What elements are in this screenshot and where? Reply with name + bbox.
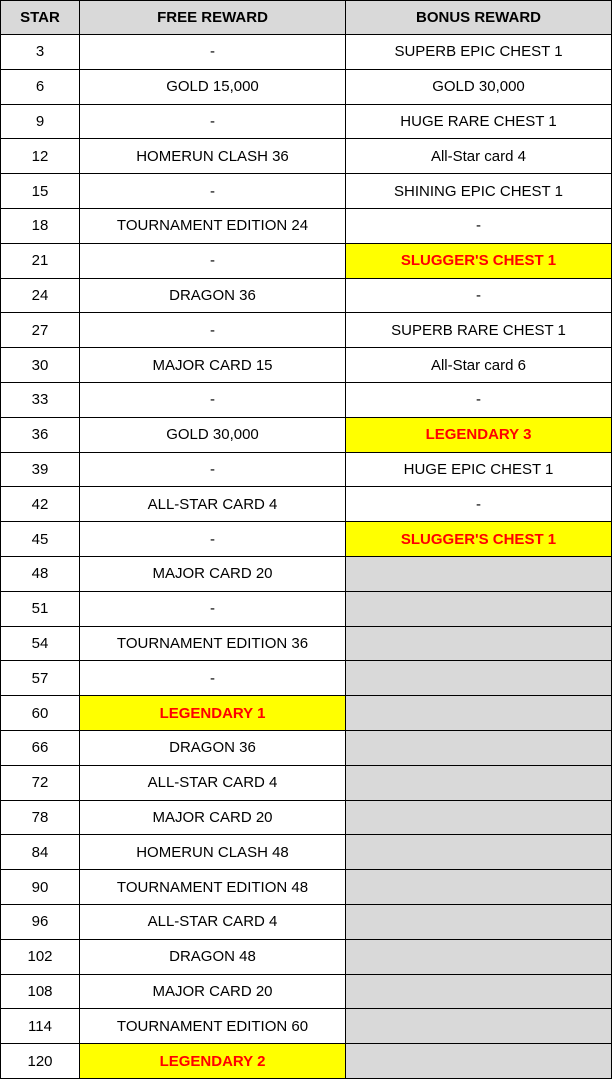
free-reward-cell: ALL-STAR CARD 4 — [80, 765, 346, 800]
free-reward-cell: - — [80, 243, 346, 278]
bonus-reward-cell: GOLD 30,000 — [346, 69, 612, 104]
table-row — [1, 104, 612, 139]
bonus-reward-cell: - — [346, 278, 612, 313]
table-row — [1, 626, 612, 661]
table-row — [1, 139, 612, 174]
bonus-reward-cell: HUGE RARE CHEST 1 — [346, 104, 612, 139]
free-reward-cell: GOLD 30,000 — [80, 417, 346, 452]
bonus-reward-empty-cell — [346, 626, 612, 661]
free-reward-cell: MAJOR CARD 20 — [80, 974, 346, 1009]
header-row — [1, 1, 612, 35]
free-reward-cell: LEGENDARY 2 — [80, 1044, 346, 1079]
free-reward-cell: HOMERUN CLASH 36 — [80, 139, 346, 174]
free-reward-cell: ALL-STAR CARD 4 — [80, 904, 346, 939]
table-row — [1, 417, 612, 452]
star-cell: 27 — [1, 313, 80, 348]
table-row — [1, 452, 612, 487]
bonus-reward-empty-cell — [346, 696, 612, 731]
star-cell: 6 — [1, 69, 80, 104]
table-row — [1, 522, 612, 557]
bonus-reward-cell: All-Star card 6 — [346, 348, 612, 383]
free-reward-cell: TOURNAMENT EDITION 24 — [80, 208, 346, 243]
bonus-reward-cell: SLUGGER'S CHEST 1 — [346, 522, 612, 557]
free-reward-cell: GOLD 15,000 — [80, 69, 346, 104]
header-star: STAR — [1, 1, 80, 35]
free-reward-cell: - — [80, 174, 346, 209]
table-row — [1, 243, 612, 278]
table-row — [1, 313, 612, 348]
header-bonus-reward: BONUS REWARD — [346, 1, 612, 35]
star-cell: 90 — [1, 870, 80, 905]
free-reward-cell: MAJOR CARD 20 — [80, 556, 346, 591]
star-cell: 60 — [1, 696, 80, 731]
table-row — [1, 870, 612, 905]
bonus-reward-empty-cell — [346, 904, 612, 939]
star-cell: 24 — [1, 278, 80, 313]
star-cell: 78 — [1, 800, 80, 835]
table-row — [1, 348, 612, 383]
free-reward-cell: LEGENDARY 1 — [80, 696, 346, 731]
table-row — [1, 765, 612, 800]
bonus-reward-empty-cell — [346, 556, 612, 591]
free-reward-cell: ALL-STAR CARD 4 — [80, 487, 346, 522]
table-row — [1, 35, 612, 70]
free-reward-cell: TOURNAMENT EDITION 48 — [80, 870, 346, 905]
star-cell: 114 — [1, 1009, 80, 1044]
star-cell: 3 — [1, 35, 80, 70]
star-cell: 54 — [1, 626, 80, 661]
bonus-reward-cell: - — [346, 208, 612, 243]
table-body — [1, 35, 612, 1079]
free-reward-cell: TOURNAMENT EDITION 36 — [80, 626, 346, 661]
star-cell: 39 — [1, 452, 80, 487]
table-row — [1, 487, 612, 522]
table-row — [1, 382, 612, 417]
bonus-reward-empty-cell — [346, 1009, 612, 1044]
free-reward-cell: MAJOR CARD 15 — [80, 348, 346, 383]
table-row — [1, 696, 612, 731]
bonus-reward-empty-cell — [346, 870, 612, 905]
star-cell: 84 — [1, 835, 80, 870]
star-cell: 96 — [1, 904, 80, 939]
table-row — [1, 556, 612, 591]
bonus-reward-cell: SLUGGER'S CHEST 1 — [346, 243, 612, 278]
table-row — [1, 278, 612, 313]
free-reward-cell: DRAGON 36 — [80, 730, 346, 765]
star-cell: 108 — [1, 974, 80, 1009]
star-cell: 102 — [1, 939, 80, 974]
star-cell: 66 — [1, 730, 80, 765]
bonus-reward-cell: LEGENDARY 3 — [346, 417, 612, 452]
header-free-reward: FREE REWARD — [80, 1, 346, 35]
free-reward-cell: - — [80, 104, 346, 139]
star-cell: 15 — [1, 174, 80, 209]
free-reward-cell: - — [80, 313, 346, 348]
bonus-reward-empty-cell — [346, 835, 612, 870]
free-reward-cell: - — [80, 382, 346, 417]
table-row — [1, 208, 612, 243]
bonus-reward-cell: All-Star card 4 — [346, 139, 612, 174]
table-row — [1, 974, 612, 1009]
table-row — [1, 174, 612, 209]
free-reward-cell: - — [80, 661, 346, 696]
star-cell: 57 — [1, 661, 80, 696]
star-cell: 9 — [1, 104, 80, 139]
star-cell: 45 — [1, 522, 80, 557]
star-cell: 42 — [1, 487, 80, 522]
star-cell: 120 — [1, 1044, 80, 1079]
star-cell: 30 — [1, 348, 80, 383]
star-cell: 18 — [1, 208, 80, 243]
bonus-reward-empty-cell — [346, 765, 612, 800]
table-row — [1, 1044, 612, 1079]
table-row — [1, 69, 612, 104]
bonus-reward-empty-cell — [346, 730, 612, 765]
free-reward-cell: - — [80, 591, 346, 626]
table-header — [1, 1, 612, 35]
table-row — [1, 591, 612, 626]
table-row — [1, 904, 612, 939]
table-row — [1, 939, 612, 974]
star-cell: 48 — [1, 556, 80, 591]
free-reward-cell: - — [80, 522, 346, 557]
free-reward-cell: HOMERUN CLASH 48 — [80, 835, 346, 870]
free-reward-cell: - — [80, 35, 346, 70]
star-cell: 21 — [1, 243, 80, 278]
star-cell: 12 — [1, 139, 80, 174]
free-reward-cell: DRAGON 36 — [80, 278, 346, 313]
bonus-reward-empty-cell — [346, 591, 612, 626]
bonus-reward-cell: HUGE EPIC CHEST 1 — [346, 452, 612, 487]
bonus-reward-empty-cell — [346, 800, 612, 835]
table-row — [1, 730, 612, 765]
free-reward-cell: MAJOR CARD 20 — [80, 800, 346, 835]
table-row — [1, 800, 612, 835]
bonus-reward-cell: SUPERB RARE CHEST 1 — [346, 313, 612, 348]
bonus-reward-empty-cell — [346, 661, 612, 696]
free-reward-cell: DRAGON 48 — [80, 939, 346, 974]
star-cell: 72 — [1, 765, 80, 800]
bonus-reward-empty-cell — [346, 1044, 612, 1079]
table-row — [1, 1009, 612, 1044]
star-cell: 51 — [1, 591, 80, 626]
bonus-reward-cell: - — [346, 382, 612, 417]
star-cell: 33 — [1, 382, 80, 417]
bonus-reward-empty-cell — [346, 939, 612, 974]
bonus-reward-cell: SHINING EPIC CHEST 1 — [346, 174, 612, 209]
free-reward-cell: - — [80, 452, 346, 487]
free-reward-cell: TOURNAMENT EDITION 60 — [80, 1009, 346, 1044]
table-row — [1, 661, 612, 696]
bonus-reward-cell: - — [346, 487, 612, 522]
table-row — [1, 835, 612, 870]
star-cell: 36 — [1, 417, 80, 452]
bonus-reward-empty-cell — [346, 974, 612, 1009]
bonus-reward-cell: SUPERB EPIC CHEST 1 — [346, 35, 612, 70]
